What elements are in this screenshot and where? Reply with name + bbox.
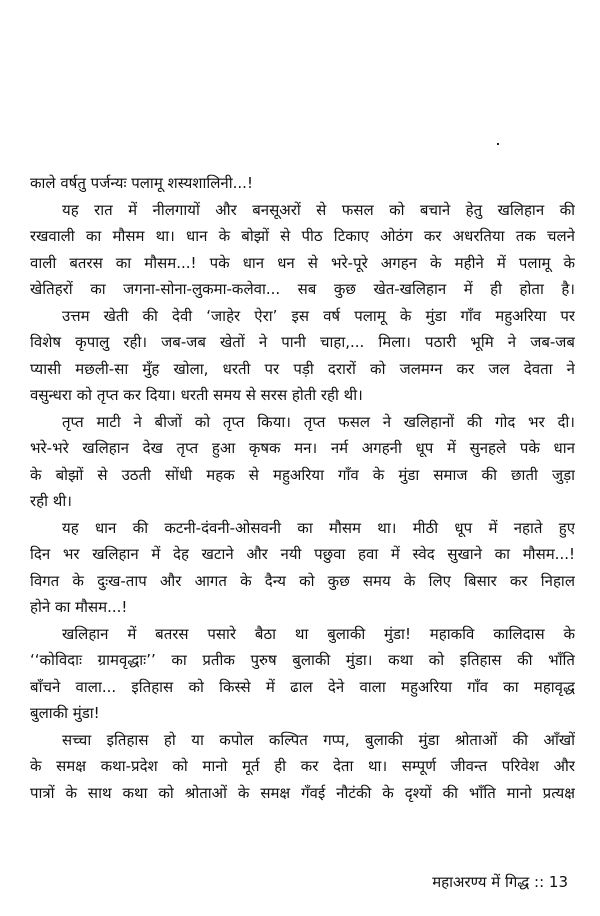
page-footer: महाअरण्य में गिद्ध :: 13	[432, 873, 568, 891]
text-line: काले वर्षतु पर्जन्यः पलामू शस्यशालिनी...!	[30, 174, 253, 192]
text-line: बुलाकी मुंडा!	[30, 704, 100, 722]
text-line: खेतिहरों का जगना-सोना-लुकमा-कलेवा... सब कुछ खेत-खलिहान में ही होता है।	[30, 280, 575, 298]
text-line: रखवाली का मौसम था। धान के बोझों से पीठ टिकाए ओठंग कर अधरतिया तक चलने	[30, 227, 575, 245]
text-line: दिन भर खलिहान में देह खटाने और नयी पछुवा हवा में स्वेद सुखाने का मौसम...!	[30, 545, 575, 563]
text-line: पात्रों के साथ कथा को श्रोताओं के समक्ष गँवई नौटंकी के दृश्यों की भाँति मानो प्रत्यक्ष	[30, 783, 575, 802]
text-line: होने का मौसम...!	[30, 598, 128, 616]
text-line: भरे-भरे खलिहान देख तृप्त हुआ कृषक मन। नर्म अगहनी धूप में सुनहले पके धान	[30, 439, 575, 457]
text-line: वसुन्धरा को तृप्त कर दिया। धरती समय से सरस होती रही थी।	[30, 386, 363, 404]
text-line: बाँचने वाला... इतिहास को किस्से में ढाल देने वाला महुअरिया गाँव का महावृद्ध	[30, 677, 575, 696]
text-line: यह रात में नीलगायों और बनसूअरों से फसल को बचाने हेतु खलिहान की	[62, 200, 575, 219]
ink-speck	[497, 143, 499, 145]
text-line: विशेष कृपालु रही। जब-जब खेतों ने पानी चाहा,... मिला। पठारी भूमि ने जब-जब	[30, 333, 575, 351]
text-line: रही थी।	[30, 492, 72, 510]
text-line: तृप्त माटी ने बीजों को तृप्त किया। तृप्त फसल ने खलिहानों की गोद भर दी।	[62, 412, 575, 431]
text-line: यह धान की कटनी-दंवनी-ओसवनी का मौसम था। मीठी धूप में नहाते हुए	[62, 518, 575, 537]
text-line: उत्तम खेती की देवी ‘जाहेर ऐरा’ इस वर्ष पलामू के मुंडा गाँव महुअरिया पर	[62, 306, 575, 325]
text-line: प्यासी मछली-सा मुँह खोला, धरती पर पड़ी दरारों को जलमग्न कर जल देवता ने	[30, 359, 575, 378]
text-line: के समक्ष कथा-प्रदेश को मानो मूर्त ही कर देता था। सम्पूर्ण जीवन्त परिवेश और	[30, 757, 575, 775]
text-line: खलिहान में बतरस पसारे बैठा था बुलाकी मुंडा! महाकवि कालिदास के	[62, 624, 575, 643]
text-line: वाली बतरस का मौसम...! पके धान धन से भरे-पूरे अगहन के महीने में पलामू के	[30, 253, 575, 272]
text-line: विगत के दुःख-ताप और आगत के दैन्य को कुछ समय के लिए बिसार कर निहाल	[30, 571, 575, 590]
text-line: सच्चा इतिहास हो या कपोल कल्पित गप्प, बुलाकी मुंडा श्रोताओं की आँखों	[62, 730, 575, 749]
text-line: ‘‘कोविदाः ग्रामवृद्धाः’’ का प्रतीक पुरुष बुलाकी मुंडा। कथा को इतिहास की भाँति	[30, 651, 575, 669]
body-text	[30, 170, 575, 806]
text-line: के बोझों से उठती सोंधी महक से महुअरिया गाँव के मुंडा समाज की छाती जुड़ा	[30, 465, 575, 484]
